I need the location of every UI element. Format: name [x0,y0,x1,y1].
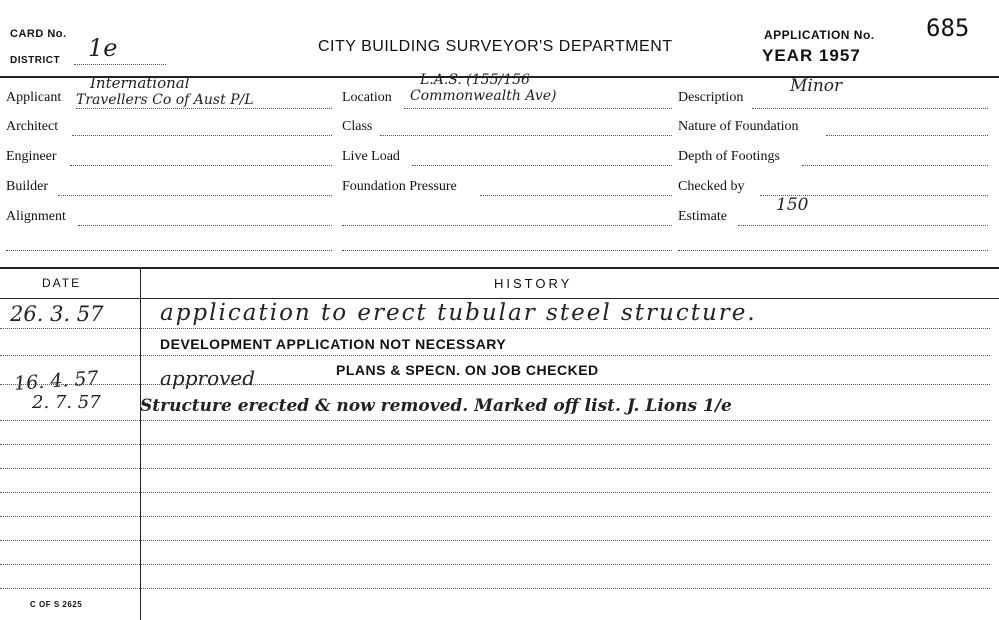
applicant-line [76,108,332,109]
foundation-pressure-label: Foundation Pressure [342,179,457,194]
card-no-label: CARD No. [10,28,67,40]
history-date: 2. 7. 57 [32,392,101,413]
foundation-pressure-line [480,195,672,196]
location-line [404,108,672,109]
application-no-label: APPLICATION No. [764,28,875,42]
alignment-line-2 [6,250,332,251]
history-date: 26. 3. 57 [10,302,104,326]
description-value: Minor [790,76,843,96]
applicant-value-2: Travellers Co of Aust P/L [76,92,254,108]
history-entry: Structure erected & now removed. Marked off list. J. Lions 1/e [140,396,732,416]
class-label: Class [342,119,373,134]
applicant-value-1: International [90,74,190,92]
estimate-line [738,225,988,226]
architect-line [72,135,332,136]
checked-by-label: Checked by [678,179,745,194]
card-number: 685 [926,14,970,42]
history-line [0,328,990,329]
estimate-label: Estimate [678,209,727,224]
history-header-rule [0,298,999,299]
location-value-1: L.A.S. (155/156 [420,72,530,88]
district-line [74,64,166,65]
history-line [0,384,990,385]
history-entry: application to erect tubular steel structure. [160,300,757,326]
history-top-rule [0,267,999,269]
location-value-2: Commonwealth Ave) [410,88,557,104]
development-stamp: DEVELOPMENT APPLICATION NOT NECESSARY [160,336,507,352]
history-column-header: HISTORY [494,276,573,291]
history-line [0,468,990,469]
applicant-label: Applicant [6,90,62,105]
alignment-line [78,225,332,226]
description-label: Description [678,90,744,105]
live-load-line [412,165,672,166]
alignment-label: Alignment [6,209,66,224]
architect-label: Architect [6,119,59,134]
engineer-label: Engineer [6,149,57,164]
builder-label: Builder [6,179,48,194]
class-line [380,135,672,136]
nature-line [826,135,988,136]
history-line [0,540,990,541]
history-line [0,355,990,356]
col2-line-6 [342,250,672,251]
location-label: Location [342,90,392,105]
description-line [752,108,988,109]
history-date: 16. 4. 57 [13,367,100,395]
builder-line [58,195,332,196]
col2-line-5 [342,225,672,226]
year-label: YEAR 1957 [762,46,861,65]
depth-of-footings-label: Depth of Footings [678,149,780,164]
plans-checked-stamp: PLANS & SPECN. ON JOB CHECKED [336,362,599,378]
depth-line [802,165,988,166]
history-entry: approved [160,366,256,390]
history-line [0,444,990,445]
history-line [0,516,990,517]
col3-line-6 [678,250,988,251]
district-label: DISTRICT [10,55,61,66]
live-load-label: Live Load [342,149,400,164]
date-column-header: DATE [42,276,82,290]
page-title: CITY BUILDING SURVEYOR'S DEPARTMENT [318,38,673,55]
history-line [0,420,990,421]
engineer-line [70,165,332,166]
form-code: C OF S 2625 [30,600,83,609]
estimate-value: 150 [776,195,809,215]
district-value: 1e [88,34,118,62]
history-line [0,588,990,589]
nature-of-foundation-label: Nature of Foundation [678,119,799,134]
history-line [0,492,990,493]
history-line [0,564,990,565]
